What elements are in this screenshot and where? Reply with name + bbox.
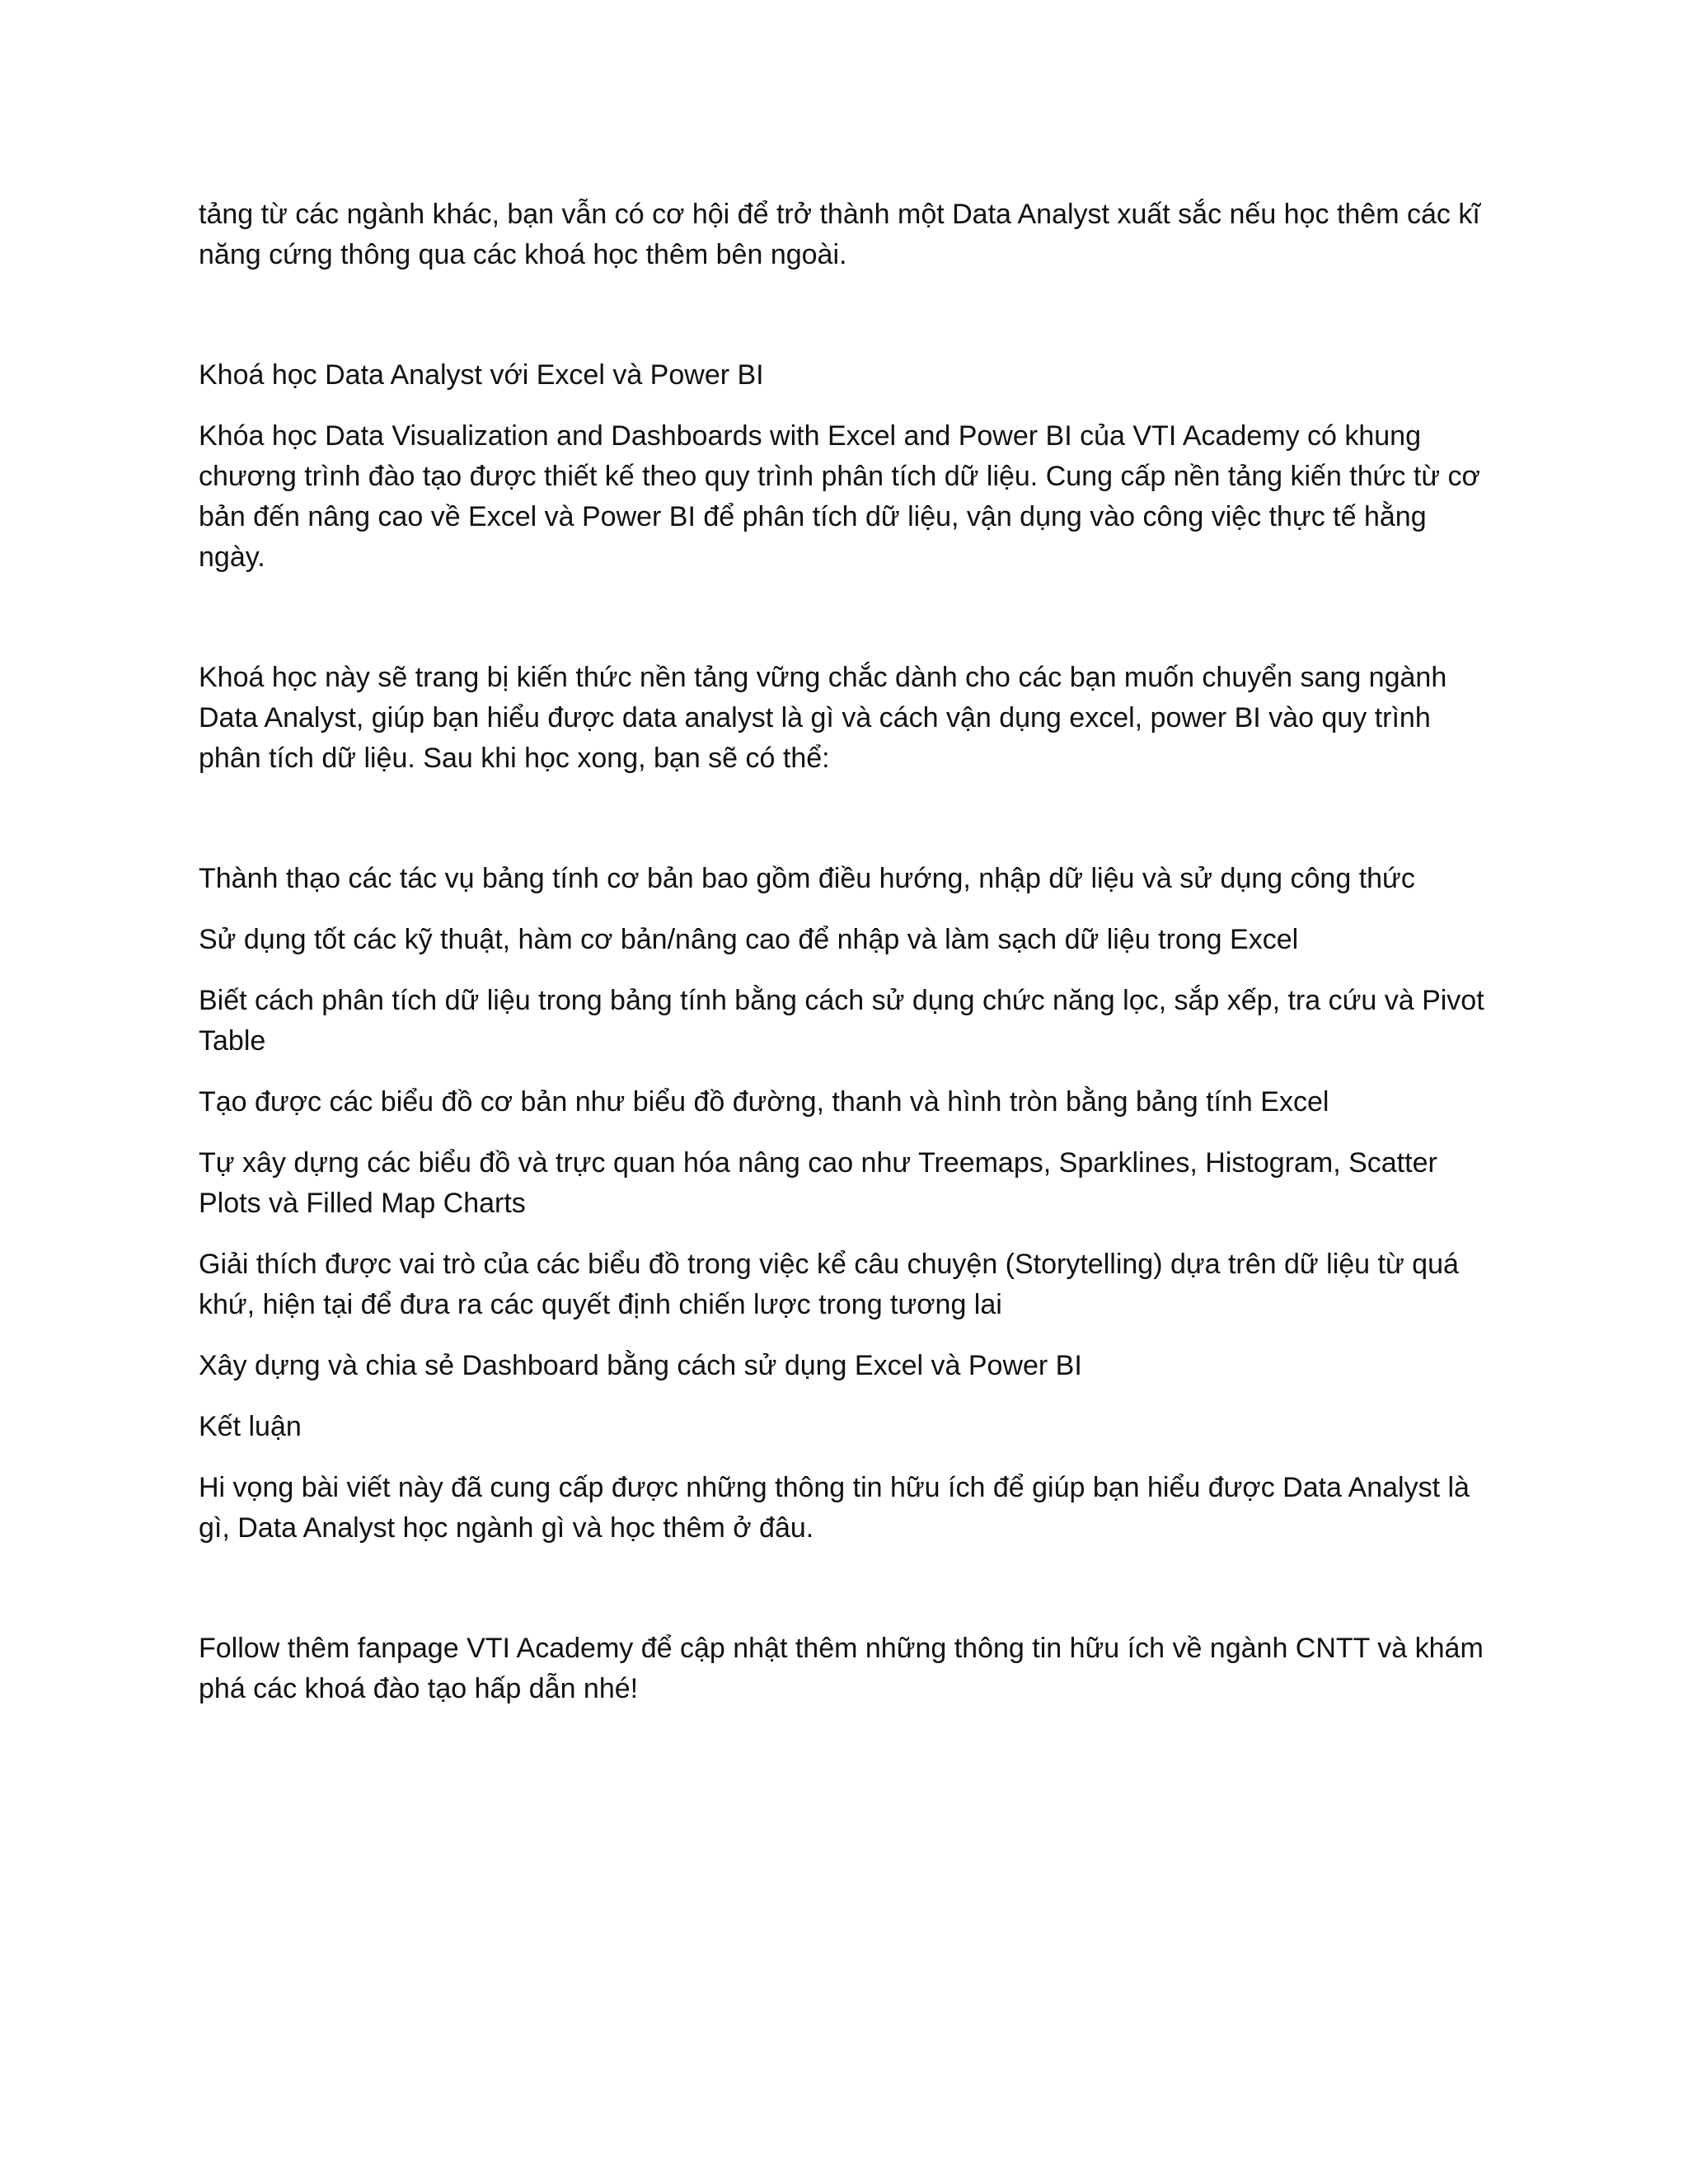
outcome-item: Sử dụng tốt các kỹ thuật, hàm cơ bản/nâng cao để nhập và làm sạch dữ liệu trong Excel (199, 924, 1299, 955)
conclusion-paragraph: Hi vọng bài viết này đã cung cấp được những thông tin hữu ích để giúp bạn hiểu được Data Analyst là gì, Data Analyst học ngành gì và học thêm ở đâu. (199, 1472, 1470, 1544)
course-description-paragraph: Khóa học Data Visualization and Dashboards with Excel and Power BI của VTI Academy có khung chương trình đào tạo được thiết kế theo quy trình phân tích dữ liệu. Cung cấp nền tảng kiến thức từ cơ bản đến nâng cao về Excel và Power BI để phân tích dữ liệu, vận dụng vào công việc thực tế hằng ngày. (199, 420, 1480, 573)
outcome-item: Xây dựng và chia sẻ Dashboard bằng cách sử dụng Excel và Power BI (199, 1350, 1082, 1381)
outcome-item: Tự xây dựng các biểu đồ và trực quan hóa nâng cao như Treemaps, Sparklines, Histogram, Scatter Plots và Filled Map Charts (199, 1147, 1437, 1219)
intro-paragraph: tảng từ các ngành khác, bạn vẫn có cơ hội để trở thành một Data Analyst xuất sắc nếu học thêm các kĩ năng cứng thông qua các khoá học thêm bên ngoài. (199, 199, 1480, 270)
course-outcome-intro-paragraph: Khoá học này sẽ trang bị kiến thức nền tảng vững chắc dành cho các bạn muốn chuyển sang ngành Data Analyst, giúp bạn hiểu được data analyst là gì và cách vận dụng excel, power BI vào quy trình phân tích dữ liệu. Sau khi học xong, bạn sẽ có thể: (199, 662, 1447, 774)
outcome-item: Giải thích được vai trò của các biểu đồ trong việc kể câu chuyện (Storytelling) dựa trên dữ liệu từ quá khứ, hiện tại để đưa ra các quyết định chiến lược trong tương lai (199, 1249, 1459, 1320)
outcome-item: Biết cách phân tích dữ liệu trong bảng tính bằng cách sử dụng chức năng lọc, sắp xếp, tra cứu và Pivot Table (199, 985, 1484, 1057)
outcome-item: Tạo được các biểu đồ cơ bản như biểu đồ đường, thanh và hình tròn bằng bảng tính Excel (199, 1086, 1329, 1118)
follow-paragraph: Follow thêm fanpage VTI Academy để cập nhật thêm những thông tin hữu ích về ngành CNTT và khám phá các khoá đào tạo hấp dẫn nhé! (199, 1633, 1484, 1704)
outcome-list (199, 859, 1484, 1386)
course-heading: Khoá học Data Analyst với Excel và Power BI (199, 359, 764, 391)
conclusion-heading: Kết luận (199, 1411, 302, 1442)
outcome-item: Thành thạo các tác vụ bảng tính cơ bản bao gồm điều hướng, nhập dữ liệu và sử dụng công thức (199, 863, 1415, 894)
document-body (199, 194, 1484, 1709)
